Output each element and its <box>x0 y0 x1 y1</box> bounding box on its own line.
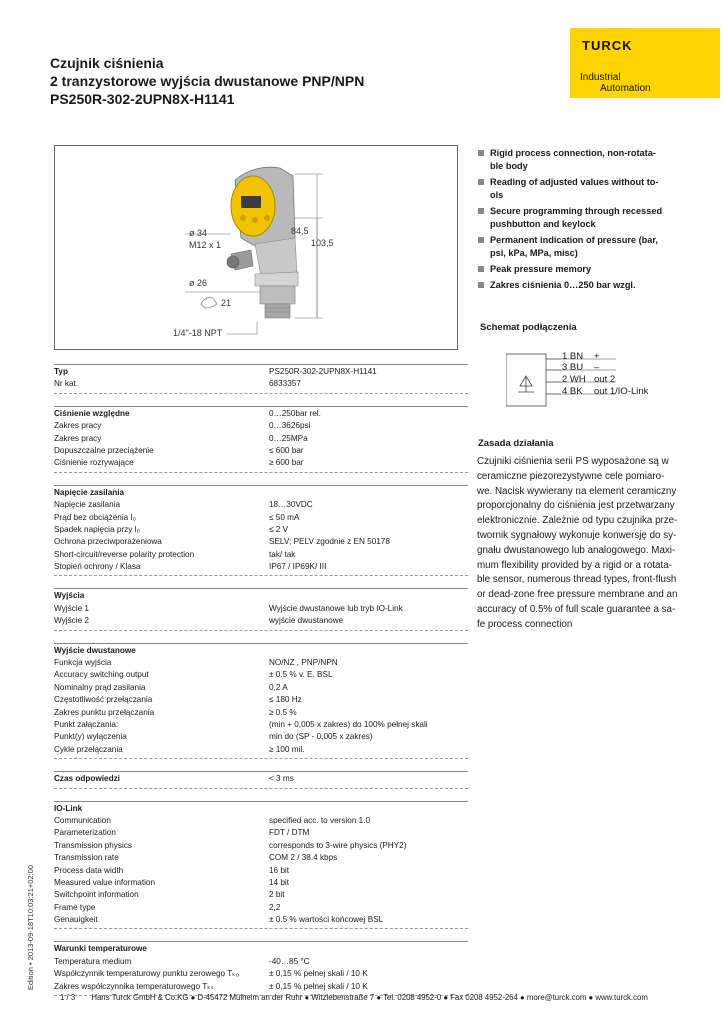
spec-value: ≥ 0.5 % <box>269 707 297 717</box>
spec-key: Switchpoint information <box>54 890 139 900</box>
dim-m12: M12 x 1 <box>189 240 222 250</box>
spec-key: Cykle przełączania <box>54 744 123 754</box>
principle-line: twornik sygnałowy wykonuje konwersję do sy- <box>477 529 677 541</box>
wiring-diagram <box>506 348 666 408</box>
footer <box>60 993 648 1002</box>
spec-key: Process data width <box>54 865 124 875</box>
section-divider <box>54 472 468 473</box>
spec-section-heading <box>54 943 468 955</box>
spec-key: Zakres współczynnika temperaturowego Tₖₛ <box>54 981 214 991</box>
logo-tagline <box>580 72 651 94</box>
spec-row <box>54 682 468 694</box>
spec-key: Frame type <box>54 902 96 912</box>
wiring-schematic <box>506 348 666 413</box>
title-line: 2 tranzystorowe wyjścia dwustanowe PNP/NPN <box>50 73 365 89</box>
wire-function: – <box>594 362 600 373</box>
spec-key: Accuracy switching output <box>54 670 149 680</box>
spec-value: ≤ 2 V <box>269 524 289 534</box>
spec-key: Dopuszczalne przeciążenie <box>54 445 154 455</box>
dim-npt: 1/4"-18 NPT <box>173 328 223 338</box>
principle-title: Zasada działania <box>478 438 554 449</box>
section-value: < 3 ms <box>269 774 294 784</box>
principle-text <box>477 455 677 633</box>
principle-line: ble sensor, numerous thread types, front-flush <box>477 574 677 586</box>
spec-row <box>54 512 468 524</box>
spec-key: Napięcie zasilania <box>54 500 120 510</box>
spec-value: ≥ 100 mil. <box>269 744 305 754</box>
feature-list <box>478 147 678 295</box>
spec-section-heading <box>54 773 468 785</box>
spec-key: Temperatura medium <box>54 956 132 966</box>
bullet-square-icon <box>478 208 484 214</box>
dim-dia34: ø 34 <box>189 228 208 238</box>
edition-stamp: Edition • 2013-09-18T10:03:21+02:00 <box>26 864 35 990</box>
spec-row <box>54 445 468 457</box>
spec-key: Typ <box>54 367 68 376</box>
spec-row <box>54 499 468 511</box>
spec-value: wyjście dwustanowe <box>269 616 344 626</box>
spec-value: NO/NZ , PNP/NPN <box>269 658 338 668</box>
spec-row <box>54 524 468 536</box>
spec-row <box>54 815 468 827</box>
section-title: Wyjście dwustanowe <box>54 645 136 655</box>
spec-row <box>54 840 468 852</box>
spec-value: FDT / DTM <box>269 828 310 838</box>
section-divider <box>54 928 468 929</box>
wire-function: + <box>594 351 600 362</box>
spec-row <box>54 731 468 743</box>
spec-row <box>54 657 468 669</box>
spec-key: Zakres punktu przełączania <box>54 707 155 717</box>
spec-key: Spadek napięcia przy Iₑ <box>54 524 140 534</box>
spec-value: -40…85 °C <box>269 956 310 966</box>
spec-section <box>54 485 468 577</box>
spec-row <box>54 877 468 889</box>
spec-section <box>54 643 468 760</box>
spec-section-heading <box>54 645 468 657</box>
feature-text: ble body <box>490 161 528 171</box>
spec-key: Parameterization <box>54 828 116 838</box>
feature-item <box>478 279 678 292</box>
spec-value: SELV; PELV zgodnie z EN 50178 <box>269 537 390 547</box>
spec-value: 16 bit <box>269 865 290 875</box>
spec-row <box>54 549 468 561</box>
spec-row <box>54 561 468 573</box>
spec-value: ± 0,15 % pełnej skali / 10 K <box>269 981 368 991</box>
spec-value: ≤ 50 mA <box>269 512 300 522</box>
turck-logo <box>570 28 720 98</box>
spec-row <box>54 433 468 445</box>
dimension-drawing <box>54 145 458 350</box>
spec-value: ≤ 180 Hz <box>269 695 302 705</box>
spec-key: Wyjście 1 <box>54 603 89 613</box>
spec-row <box>54 536 468 548</box>
spec-section <box>54 941 468 996</box>
feature-text: Peak pressure memory <box>490 264 592 274</box>
spec-section-heading <box>54 487 468 499</box>
spec-row <box>54 615 468 627</box>
spec-row <box>54 719 468 731</box>
spec-value: ± 0.5 % wartości końcowej BSL <box>269 915 384 925</box>
feature-text: psi, kPa, MPa, misc) <box>490 248 578 258</box>
spec-row <box>54 889 468 901</box>
bullet-square-icon <box>478 150 484 156</box>
spec-key: Transmission rate <box>54 853 119 863</box>
section-divider <box>54 630 468 631</box>
spec-value: 0,2 A <box>269 682 288 692</box>
spec-key: Communication <box>54 815 111 825</box>
section-title: Czas odpowiedzi <box>54 774 120 784</box>
spec-row <box>54 956 468 968</box>
principle-line: elektronicznie. Zależnie od typu czujnika prze- <box>477 515 678 527</box>
spec-value: COM 2 / 38.4 kbps <box>269 853 338 863</box>
feature-item <box>478 205 678 231</box>
spec-value: Wyjście dwustanowe lub tryb IO-Link <box>269 603 403 613</box>
section-title: Warunki temperaturowe <box>54 944 147 954</box>
spec-key: Short-circuit/reverse polarity protection <box>54 549 195 559</box>
page-title <box>50 54 364 108</box>
spec-row <box>54 827 468 839</box>
spec-row <box>54 914 468 926</box>
spec-value: 0…25MPa <box>269 433 308 443</box>
principle-line: accuracy of 0.5% of full scale guarantee a sa- <box>477 603 676 615</box>
principle-line: proporcjonalny do ciśnienia jest przetwarzany <box>477 500 675 512</box>
section-title: Ciśnienie względne <box>54 408 130 418</box>
feature-text: Reading of adjusted values without to- <box>490 177 659 187</box>
spec-value: PS250R-302-2UPN8X-H1141 <box>269 367 377 376</box>
spec-table <box>54 364 468 996</box>
wire-function: out 1/IO-Link <box>594 386 649 397</box>
logo-tagline-line1: Industrial <box>580 72 621 83</box>
bullet-square-icon <box>478 282 484 288</box>
spec-key: Funkcja wyjścia <box>54 658 112 668</box>
spec-key: Measured value information <box>54 877 156 887</box>
principle-line: fe process connection <box>477 618 573 630</box>
dim-84-5: 84,5 <box>291 226 309 236</box>
section-title: Napięcie zasilania <box>54 487 125 497</box>
dim-dia26: ø 26 <box>189 278 208 288</box>
principle-line: or dead-zone free pressure membrane and an <box>477 589 678 601</box>
logo-tagline-line2: Automation <box>600 83 651 94</box>
spec-section-heading <box>54 803 468 815</box>
spec-row <box>54 669 468 681</box>
section-divider <box>54 575 468 576</box>
spec-key: Ciśnienie rozrywające <box>54 458 134 468</box>
spec-row <box>54 694 468 706</box>
title-line: PS250R-302-2UPN8X-H1141 <box>50 91 235 107</box>
schematic-title: Schemat podłączenia <box>480 322 577 333</box>
bullet-square-icon <box>478 237 484 243</box>
spec-value: ± 0,15 % pełnej skali / 10 K <box>269 969 368 979</box>
spec-row <box>54 378 468 390</box>
spec-row <box>54 420 468 432</box>
feature-item <box>478 147 678 173</box>
spec-value: tak/ tak <box>269 549 296 559</box>
feature-text: Secure programming through recessed <box>490 206 663 216</box>
spec-row <box>54 852 468 864</box>
spec-section <box>54 364 468 394</box>
spec-row <box>54 902 468 914</box>
feature-item <box>478 176 678 202</box>
spec-key: Zakres pracy <box>54 433 102 443</box>
page-number: 1 / 3 <box>60 993 76 1002</box>
principle-line: Czujniki ciśnienia serii PS wyposażone są w <box>477 456 669 467</box>
spec-key: Genauigkeit <box>54 915 98 925</box>
section-divider <box>54 758 468 759</box>
spec-value: min do (SP - 0,005 x zakres) <box>269 732 373 742</box>
spec-key: Nr kat. <box>54 379 79 389</box>
dim-103-5: 103,5 <box>311 238 334 248</box>
spec-value: 6833357 <box>269 379 301 389</box>
spec-row <box>54 366 468 378</box>
spec-row <box>54 968 468 980</box>
spec-value: 18…30VDC <box>269 500 313 510</box>
feature-text: pushbutton and keylock <box>490 219 596 229</box>
wire-label: 3 BU <box>562 362 584 373</box>
wire-label: 4 BK <box>562 386 583 397</box>
spec-value: 0…3626psi <box>269 421 311 431</box>
spec-value: specified acc. to version 1.0 <box>269 815 371 825</box>
spec-key: Wyjście 2 <box>54 616 89 626</box>
spec-row <box>54 744 468 756</box>
section-value: 0…250bar rel. <box>269 408 321 418</box>
feature-text: ols <box>490 190 504 200</box>
spec-row <box>54 603 468 615</box>
feature-item <box>478 263 678 276</box>
dim-wrench: 21 <box>221 298 232 308</box>
bullet-square-icon <box>478 266 484 272</box>
spec-section <box>54 406 468 473</box>
spec-value: ≤ 600 bar <box>269 445 304 455</box>
spec-key: Punkt załączania: <box>54 719 119 729</box>
feature-text: Permanent indication of pressure (bar, <box>490 235 658 245</box>
feature-item <box>478 234 678 260</box>
section-divider <box>54 788 468 789</box>
spec-row <box>54 981 468 993</box>
spec-value: (min + 0,005 x zakres) do 100% pełnej skali <box>269 719 428 729</box>
wire-label: 1 BN <box>562 351 584 362</box>
title-line: Czujnik ciśnienia <box>50 55 164 71</box>
wire-label: 2 WH <box>562 374 586 385</box>
spec-key: Transmission physics <box>54 840 132 850</box>
spec-section <box>54 801 468 930</box>
principle-line: gnału dwustanowego lub analogowego. Maxi- <box>477 544 676 556</box>
spec-value: IP67 / IP69K/ III <box>269 562 327 572</box>
feature-text: Rigid process connection, non-rotata- <box>490 148 656 158</box>
spec-row <box>54 707 468 719</box>
section-divider <box>54 393 468 394</box>
spec-section-heading <box>54 590 468 602</box>
company-info: Hans Turck GmbH & Co.KG ● D-45472 Mülheim an der Ruhr ● Witzlebenstraße 7 ● Tel. 0208 4952-0 ● Fax 0208 4952-264 ● more@turck.com ● www.turck.com <box>91 993 648 1002</box>
principle-line: ceramiczne piezorezystywne cele pomiaro- <box>477 470 665 482</box>
spec-section-heading <box>54 408 468 420</box>
spec-key: Ochrona przeciwporażeniowa <box>54 537 162 547</box>
spec-value: 2 bit <box>269 890 285 900</box>
spec-value: ± 0.5 % v. E. BSL <box>269 670 333 680</box>
spec-key: Punkt(y) wyłączenia <box>54 732 127 742</box>
principle-line: mum flexibility provided by a rigid or a rotata- <box>477 559 672 571</box>
spec-value: corresponds to 3-wire physics (PHY2) <box>269 840 407 850</box>
sensor-drawing <box>55 146 459 351</box>
spec-value: 2,2 <box>269 902 281 912</box>
spec-key: Częstotliwość przełączania <box>54 695 153 705</box>
logo-word: TURCK <box>582 38 633 53</box>
bullet-square-icon <box>478 179 484 185</box>
spec-key: Nominalny prąd zasilania <box>54 682 146 692</box>
principle-line: we. Nacisk wywierany na element ceramiczny <box>477 485 677 497</box>
spec-section <box>54 588 468 630</box>
spec-key: Prąd bez obciążenia I₀ <box>54 512 137 522</box>
spec-section <box>54 771 468 788</box>
section-title: Wyjścia <box>54 591 85 601</box>
spec-value: ≥ 600 bar <box>269 458 304 468</box>
section-title: IO-Link <box>54 803 83 813</box>
wire-function: out 2 <box>594 374 616 385</box>
spec-row <box>54 457 468 469</box>
spec-value: 14 bit <box>269 877 290 887</box>
spec-key: Współczynnik temperaturowy punktu zerowego Tₖ₀ <box>54 969 240 979</box>
feature-text: Zakres ciśnienia 0…250 bar wzgl. <box>490 280 636 290</box>
spec-key: Stopień ochrony / Klasa <box>54 562 141 572</box>
spec-row <box>54 865 468 877</box>
spec-key: Zakres pracy <box>54 421 102 431</box>
